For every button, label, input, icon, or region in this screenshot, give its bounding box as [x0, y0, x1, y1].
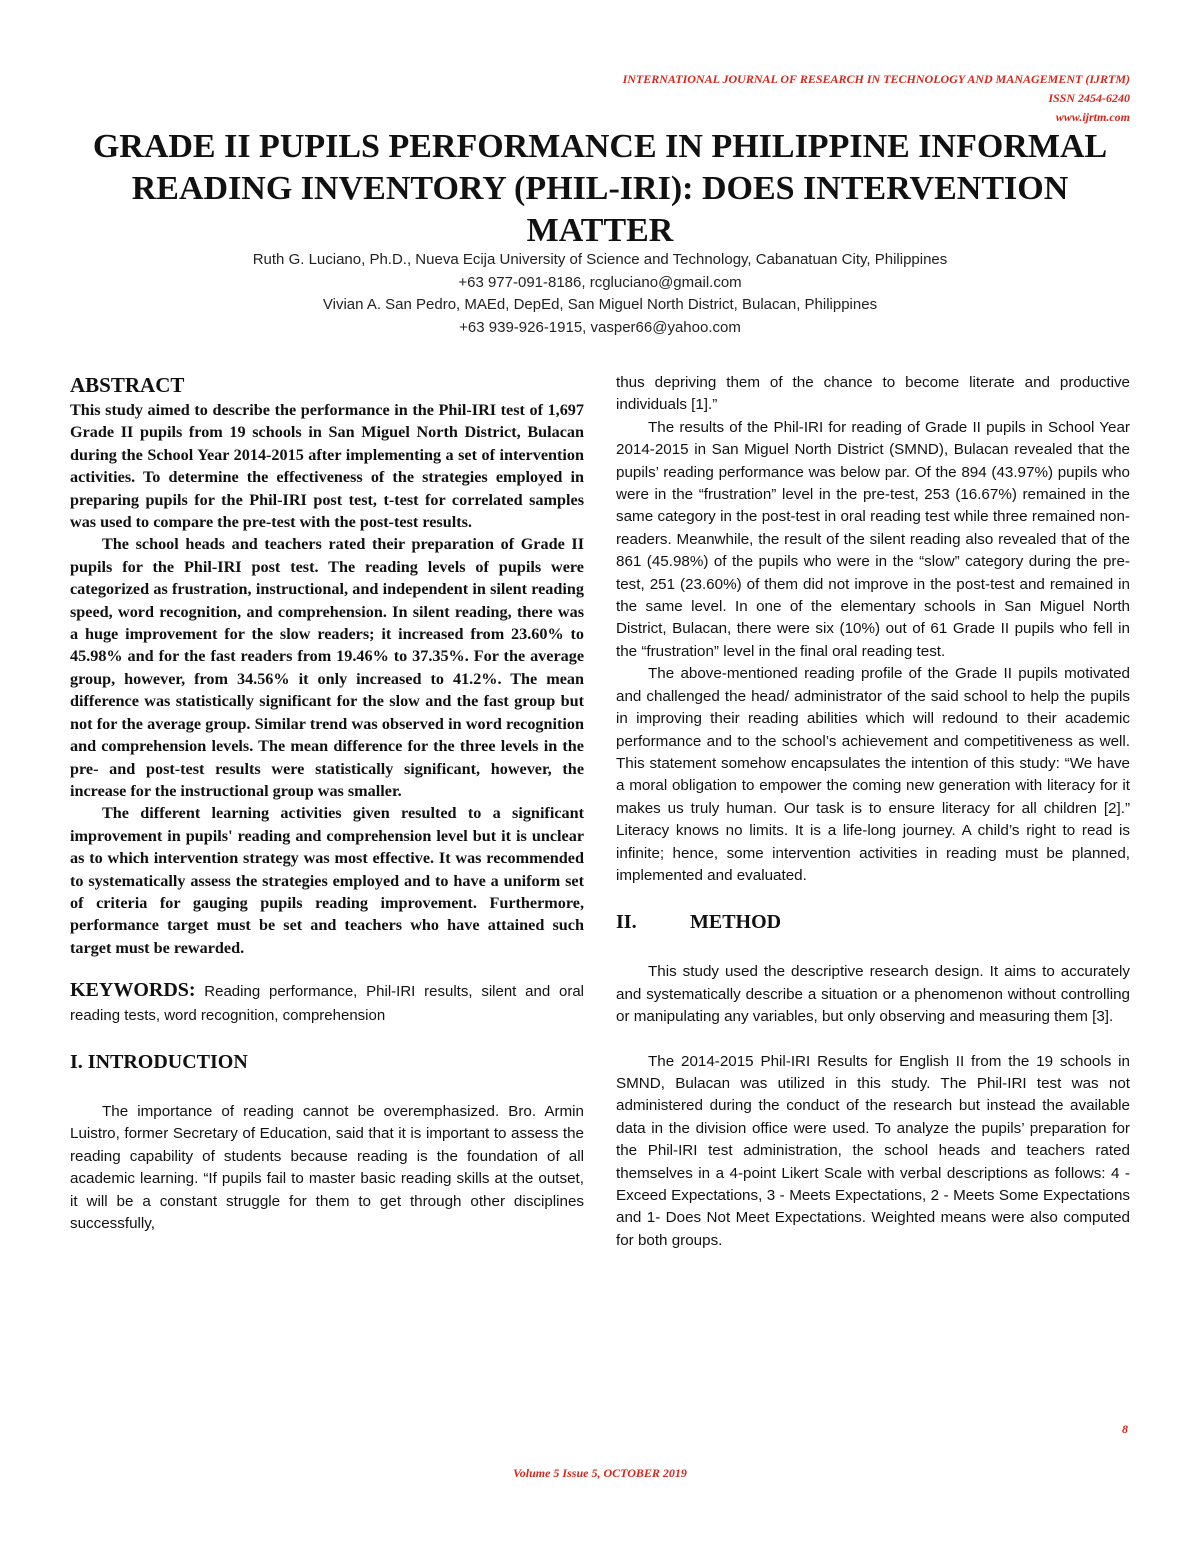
right-column [616, 372, 1130, 1252]
author-1-contact: +63 977-091-8186, rcgluciano@gmail.com [458, 273, 742, 291]
method-paragraph: The 2014-2015 Phil-IRI Results for English II from the 19 schools in SMND, Bulacan was utilized in this study. The Phil-IRI test was not administered during the conduct of the research but instead the available data in the division office were used. To analyze the pupils’ preparation for the Phil-IRI test administration, the school heads and teachers rated themselves in a 4-point Likert Scale with verbal descriptions as follows: 4 - Exceed Expectations, 3 - Meets Expectations, 2 - Meets Some Expectations and 1- Does Not Meet Expectations. Weighted means were also computed for both groups. [616, 1052, 1130, 1249]
method-heading [616, 909, 1130, 935]
author-1-affiliation: Ruth G. Luciano, Ph.D., Nueva Ecija University of Science and Technology, Cabanatuan City, Philippines [252, 251, 948, 268]
author-2-affiliation: Vivian A. San Pedro, MAEd, DepEd, San Miguel North District, Bulacan, Philippines [322, 296, 878, 313]
keywords [70, 979, 584, 1027]
keywords-label: KEYWORDS: [70, 979, 196, 1002]
abstract-paragraph: The school heads and teachers rated their preparation of Grade II pupils for the Phil-IRI post test. The reading levels of pupils were categorized as frustration, instructional, and independent in silent reading speed, word recognition, and comprehension. In silent reading, there was a huge improvement for the slow readers; it increased from 23.60% to 45.98% and for the fast readers from 19.46% to 37.35%. For the average group, however, from 34.56% it only increased to 41.2%. The mean difference was statistically significant for the slow and the fast group but not for the average group. Similar trend was observed in word recognition and comprehension levels. The mean difference for the three levels in the pre- and post-test results were statistically significant, however, the increase for the instructional group was smaller. [70, 535, 584, 800]
abstract-paragraph: This study aimed to describe the performance in the Phil-IRI test of 1,697 Grade II pupils from 19 schools in San Miguel North District, Bulacan during the School Year 2014-2015 after implementing a set of intervention activities. To determine the effectiveness of the strategies employed in preparing pupils for the Phil-IRI post test, t-test for correlated samples was used to compare the pre-test with the post-test results. [70, 401, 584, 532]
method-title: METHOD [690, 911, 782, 934]
journal-website: www.ijrtm.com [1055, 110, 1130, 124]
journal-header [623, 70, 1130, 127]
method-number: II. [616, 911, 637, 934]
journal-name: INTERNATIONAL JOURNAL OF RESEARCH IN TECHNOLOGY AND MANAGEMENT (IJRTM) [622, 72, 1130, 86]
intro-paragraph: The importance of reading cannot be overemphasized. Bro. Armin Luistro, former Secretary of Education, said that it is important to assess the reading capability of students because reading is the foundation of all academic learning. “If pupils fail to master basic reading skills at the outset, it will be a constant struggle for them to get through other disciplines successfully, [70, 1102, 584, 1232]
method-paragraph: This study used the descriptive research design. It aims to accurately and systematically describe a situation or a phenomenon without controlling or manipulating any variables, but only observing and measuring them [3]. [616, 963, 1130, 1026]
journal-issn: ISSN 2454-6240 [1048, 91, 1130, 105]
intro-paragraph: The results of the Phil-IRI for reading of Grade II pupils in School Year 2014-2015 in San Miguel North District (SMND), Bulacan revealed that the pupils’ reading performance was below par. Of the 894 (43.97%) pupils who were in the “frustration” level in the pre-test, 253 (16.67%) remained in the same category in the post-test in oral reading test while three remained non-readers. Meanwhile, the result of the silent reading also revealed that of the 861 (45.98%) of the pupils who were in the “slow” category during the pre-test, 251 (23.60%) of them did not improve in the post-test and remained in the same level. In one of the elementary schools in San Miguel North District, Bulacan, there were six (10%) out of 61 Grade II pupils who fell in the “frustration” level in the final oral reading test. [616, 418, 1130, 660]
left-column [70, 372, 584, 1235]
introduction-heading: I. INTRODUCTION [70, 1050, 248, 1073]
author-2-contact: +63 939-926-1915, vasper66@yahoo.com [459, 318, 741, 336]
author-block [60, 249, 1140, 339]
page-number: 8 [1122, 1422, 1128, 1436]
intro-paragraph: The above-mentioned reading profile of the Grade II pupils motivated and challenged the head/ administrator of the said school to help the pupils in improving their reading abilities which will redound to their academic performance and to the school’s achievement and competitiveness as well. This statement somehow encapsulates the intention of this study: “We have a moral obligation to empower the coming new generation with literacy for it makes us truly human. Our task is to ensure literacy for all children [2].” Literacy knows no limits. It is a life-long journey. A child’s right to read is infinite; hence, some intervention activities in reading must be planned, implemented and evaluated. [616, 665, 1130, 884]
intro-paragraph-continued: thus depriving them of the chance to become literate and productive individuals [1].” [616, 374, 1130, 414]
paper-title: GRADE II PUPILS PERFORMANCE IN PHILIPPINE INFORMAL READING INVENTORY (PHIL-IRI): DOES INTERVENTION MATTER [92, 128, 1108, 249]
keywords-text: Reading performance, Phil-IRI results, silent and oral reading tests, word recognition, comprehension [70, 983, 584, 1024]
abstract-heading: ABSTRACT [70, 373, 185, 397]
abstract-paragraph: The different learning activities given resulted to a significant improvement in pupils' reading and comprehension level but it is unclear as to which intervention strategy was most effective. It was recommended to systematically assess the strategies employed and to have a uniform set of criteria for gauging pupils reading improvement. Furthermore, performance target must be set and teachers who have attained such target must be rewarded. [70, 804, 584, 957]
volume-footer: Volume 5 Issue 5, OCTOBER 2019 [513, 1466, 687, 1480]
abstract-section [70, 372, 584, 959]
